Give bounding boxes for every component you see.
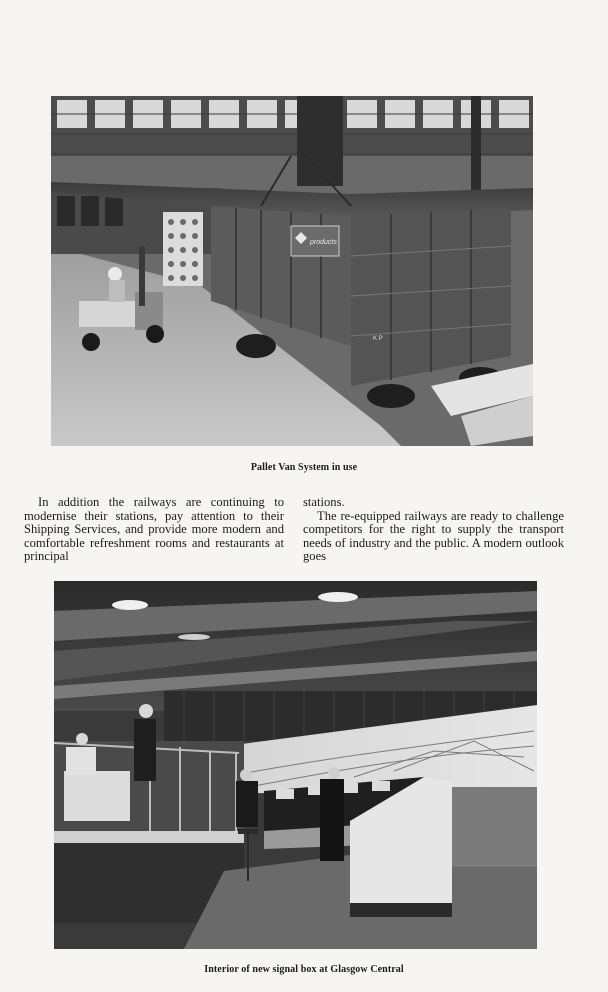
signal-box-photo — [54, 581, 537, 949]
van-logo-text: products — [310, 239, 337, 246]
pallet-van-photo — [51, 96, 533, 446]
signal-box-illustration — [54, 581, 537, 949]
figure-caption: Pallet Van System in use — [250, 462, 358, 473]
paragraph: The re-equipped railways are ready to challenge competitors for the right to supply the transport needs of industry and the public. A modern outlook goes — [303, 508, 564, 563]
paragraph: stations. — [303, 495, 345, 509]
pallet-van-illustration — [51, 96, 533, 446]
figure-caption: Interior of new signal box at Glasgow Central — [204, 964, 404, 975]
van-marking: K P — [373, 336, 383, 342]
text-column-left — [24, 496, 284, 564]
paragraph: In addition the railways are continuing to modernise their stations, pay attention to their Shipping Services, and provide more modern and comfortable refreshment rooms and restaurants at principal — [24, 495, 284, 563]
text-column-right — [303, 496, 564, 564]
